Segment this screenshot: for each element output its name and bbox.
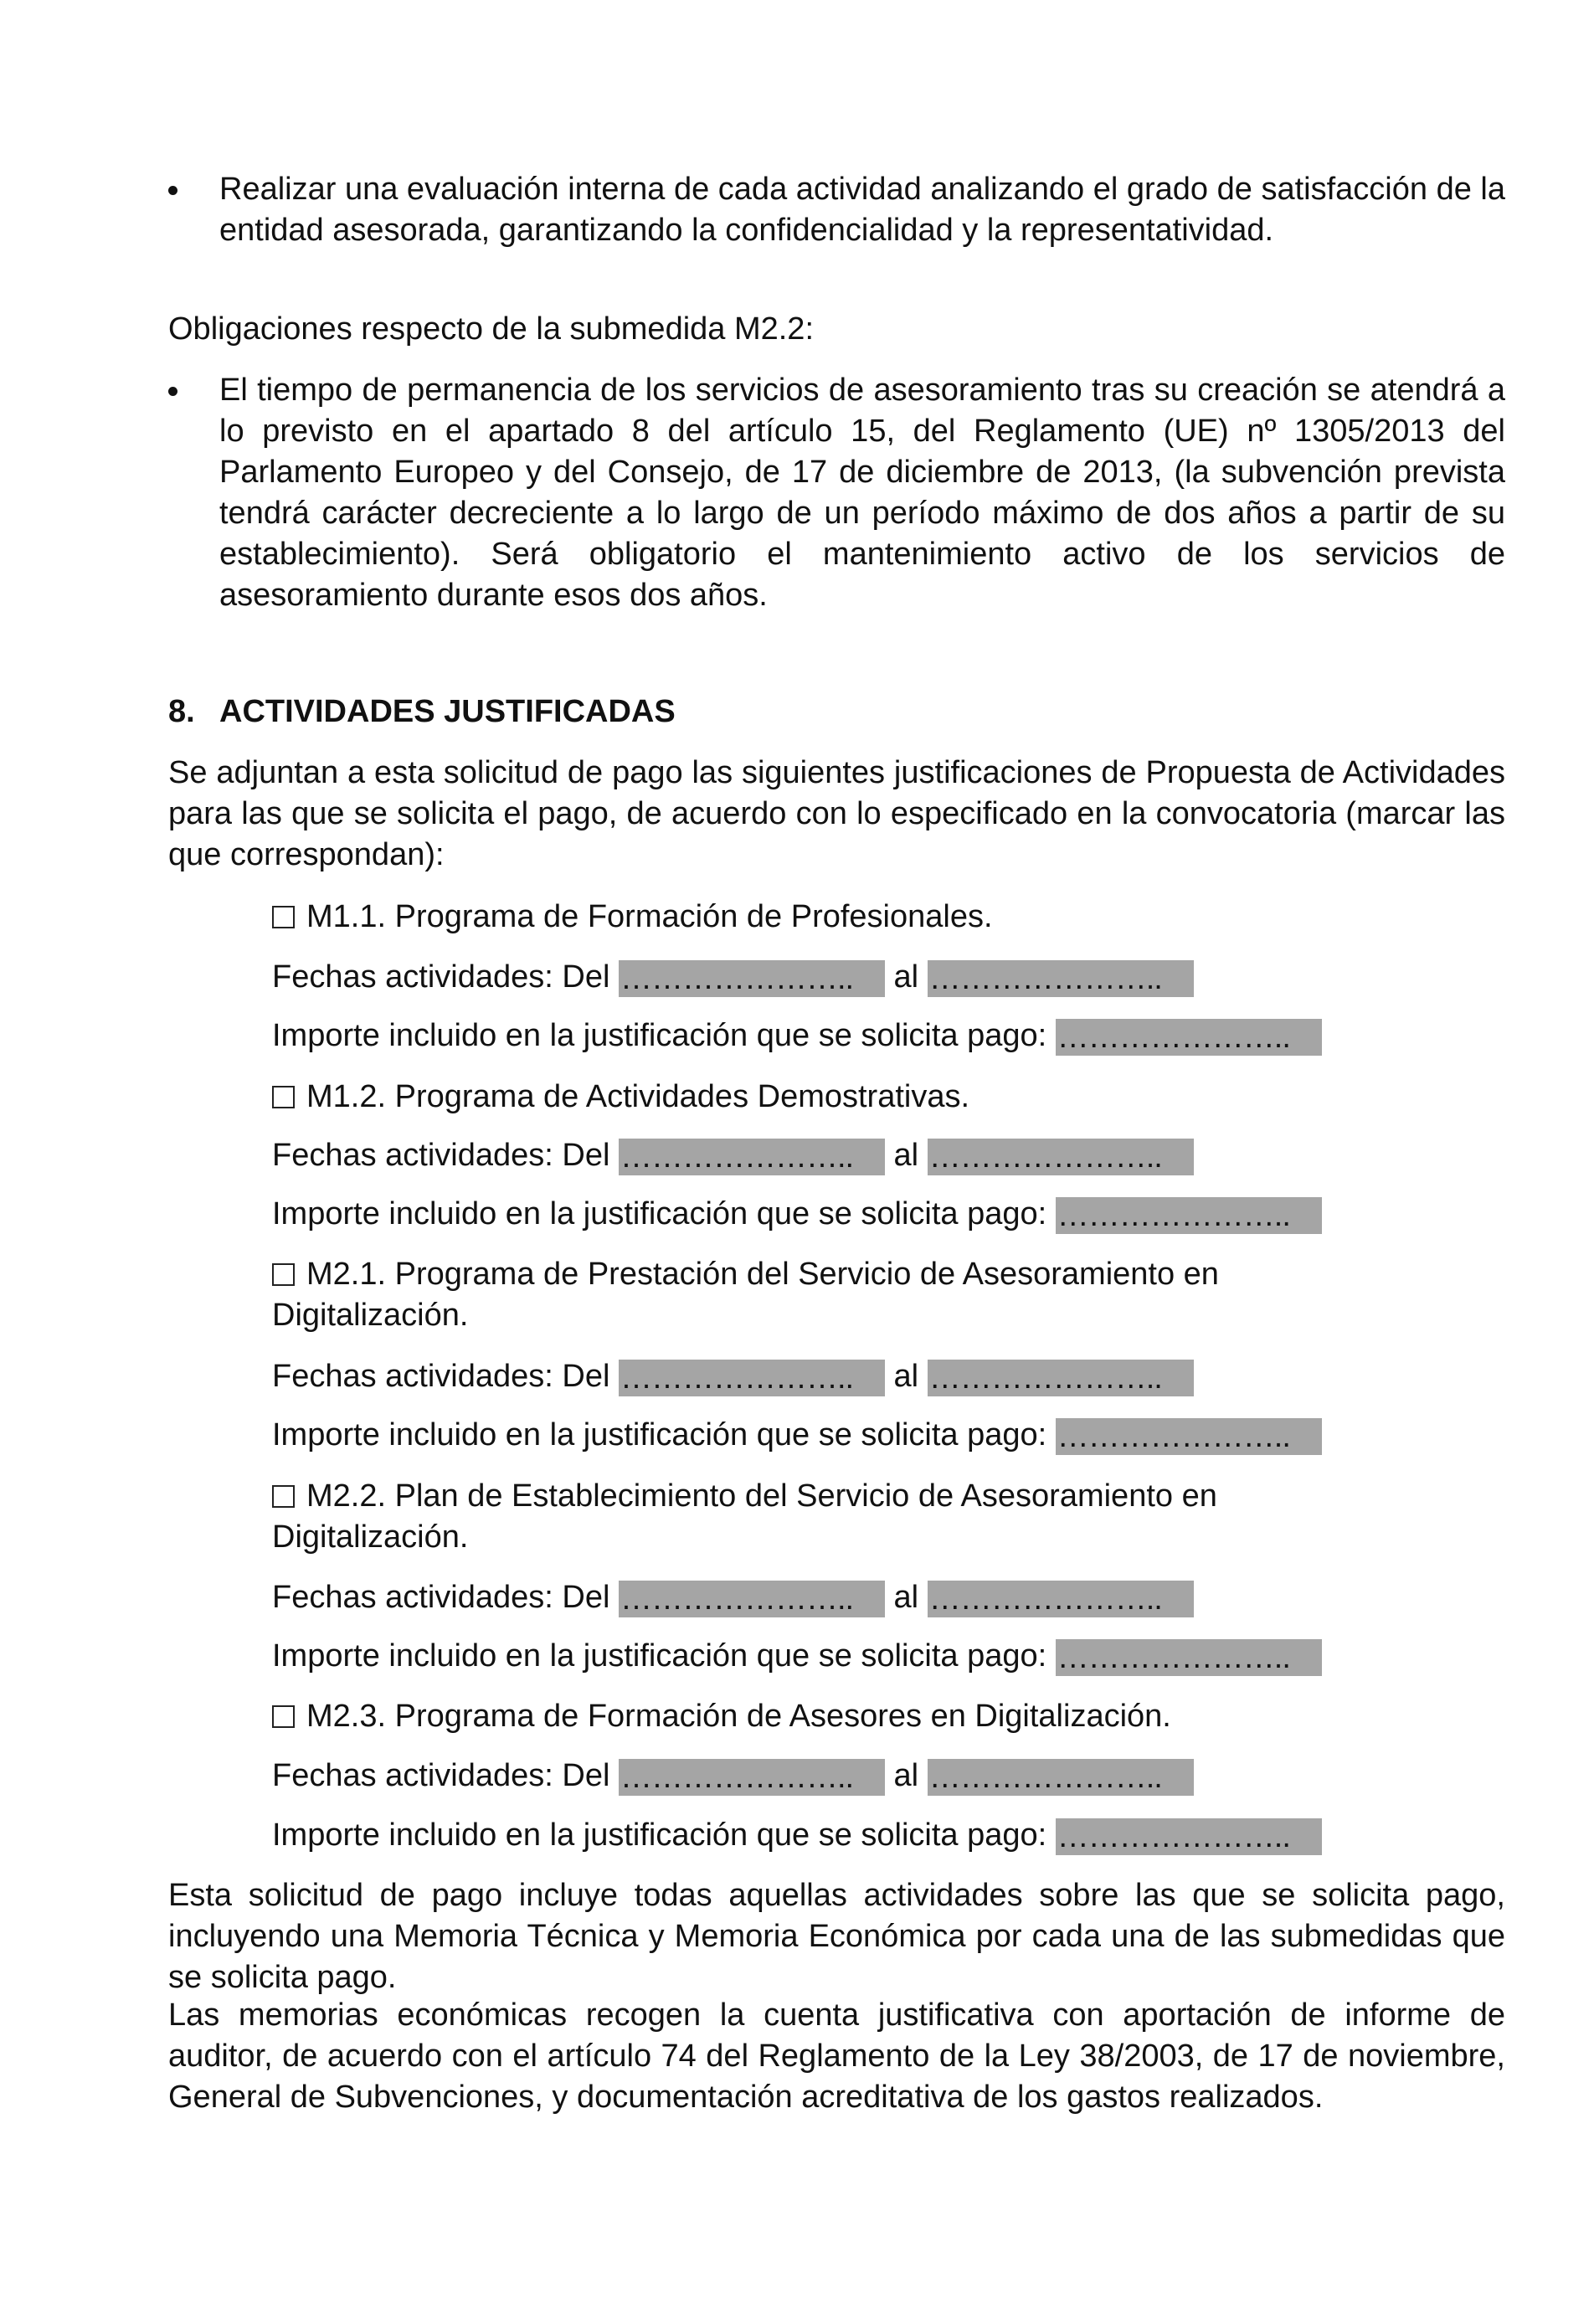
section-intro: Se adjuntan a esta solicitud de pago las siguientes justificaciones de Propuesta de Actividades para las que se solicita el pago, de acuerdo con lo especificado en la convocatoria (marcar las que correspondan): bbox=[168, 755, 1505, 872]
bullet-text: Realizar una evaluación interna de cada actividad analizando el grado de satisfacción de la entidad asesorada, garantizando la confidencialidad y la representatividad. bbox=[219, 172, 1505, 248]
fechas-label: Fechas actividades: Del bbox=[272, 1580, 610, 1615]
fecha-desde-field[interactable]: ………………….. bbox=[619, 1139, 885, 1175]
bullet-dot-icon bbox=[168, 387, 177, 396]
fechas-label: Fechas actividades: Del bbox=[272, 1758, 610, 1793]
fechas-row-m2-2 bbox=[272, 1577, 1194, 1618]
fechas-row-m1-1 bbox=[272, 957, 1194, 998]
program-option-m2-2[interactable] bbox=[272, 1476, 1360, 1558]
closing-paragraph-2: Las memorias económicas recogen la cuenta justificativa con aportación de informe de auditor, de acuerdo con el artículo 74 del Reglamento de la Ley 38/2003, de 17 de noviembre, General de Subvenciones, y documentación acreditativa de los gastos realizados. bbox=[168, 1998, 1505, 2115]
program-code: M2.1. bbox=[306, 1257, 387, 1292]
fecha-desde-field[interactable]: ………………….. bbox=[619, 1360, 885, 1396]
program-title: Plan de Establecimiento del Servicio de Asesoramiento en Digitalización. bbox=[272, 1478, 1217, 1555]
fechas-row-m1-2 bbox=[272, 1135, 1194, 1176]
section-title: ACTIVIDADES JUSTIFICADAS bbox=[219, 694, 676, 729]
fecha-hasta-field[interactable]: ………………….. bbox=[928, 1360, 1194, 1396]
fecha-desde-field[interactable]: ………………….. bbox=[619, 1759, 885, 1796]
program-option-m1-2[interactable] bbox=[272, 1077, 969, 1118]
importe-row-m2-2 bbox=[272, 1636, 1322, 1677]
closing-paragraph-1: Esta solicitud de pago incluye todas aquellas actividades sobre las que se solicita pago, incluyendo una Memoria Técnica y Memoria Económica por cada una de las submedidas que se solicita pago. bbox=[168, 1878, 1505, 1995]
bullet-item-permanencia bbox=[168, 370, 1505, 616]
program-option-m2-1[interactable] bbox=[272, 1254, 1360, 1336]
importe-row-m1-1 bbox=[272, 1015, 1322, 1057]
importe-row-m1-2 bbox=[272, 1194, 1322, 1235]
checkbox-icon[interactable] bbox=[272, 1086, 295, 1108]
section-number: 8. bbox=[168, 694, 195, 729]
importe-label: Importe incluido en la justificación que se solicita pago: bbox=[272, 1196, 1047, 1231]
section-heading bbox=[168, 692, 676, 733]
obligaciones-label: Obligaciones respecto de la submedida M2.2: bbox=[168, 311, 815, 347]
fecha-hasta-field[interactable]: ………………….. bbox=[928, 1759, 1194, 1796]
checkbox-icon[interactable] bbox=[272, 1485, 295, 1508]
program-title: Programa de Formación de Asesores en Digitalización. bbox=[394, 1699, 1171, 1734]
fecha-desde-field[interactable]: ………………….. bbox=[619, 1581, 885, 1617]
checkbox-icon[interactable] bbox=[272, 906, 295, 928]
program-title: Programa de Prestación del Servicio de Asesoramiento en Digitalización. bbox=[272, 1257, 1219, 1333]
importe-label: Importe incluido en la justificación que se solicita pago: bbox=[272, 1638, 1047, 1674]
importe-label: Importe incluido en la justificación que se solicita pago: bbox=[272, 1818, 1047, 1853]
checkbox-icon[interactable] bbox=[272, 1263, 295, 1286]
program-option-m2-3[interactable] bbox=[272, 1696, 1171, 1737]
al-label: al bbox=[893, 1758, 919, 1793]
fechas-row-m2-1 bbox=[272, 1356, 1194, 1397]
importe-field[interactable]: ………………….. bbox=[1056, 1639, 1322, 1676]
bullet-dot-icon bbox=[168, 186, 177, 195]
fecha-hasta-field[interactable]: ………………….. bbox=[928, 1139, 1194, 1175]
importe-label: Importe incluido en la justificación que se solicita pago: bbox=[272, 1417, 1047, 1452]
importe-field[interactable]: ………………….. bbox=[1056, 1818, 1322, 1855]
fechas-label: Fechas actividades: Del bbox=[272, 1359, 610, 1394]
program-title: Programa de Actividades Demostrativas. bbox=[394, 1079, 970, 1114]
program-code: M2.2. bbox=[306, 1478, 387, 1514]
program-title: Programa de Formación de Profesionales. bbox=[394, 899, 993, 934]
fecha-hasta-field[interactable]: ………………….. bbox=[928, 960, 1194, 997]
fechas-label: Fechas actividades: Del bbox=[272, 959, 610, 995]
importe-row-m2-3 bbox=[272, 1815, 1322, 1856]
program-code: M1.1. bbox=[306, 899, 387, 934]
importe-row-m2-1 bbox=[272, 1415, 1322, 1456]
checkbox-icon[interactable] bbox=[272, 1705, 295, 1728]
program-code: M1.2. bbox=[306, 1079, 387, 1114]
al-label: al bbox=[893, 1580, 919, 1615]
bullet-item-evaluacion bbox=[168, 169, 1505, 251]
importe-label: Importe incluido en la justificación que se solicita pago: bbox=[272, 1018, 1047, 1053]
program-code: M2.3. bbox=[306, 1699, 387, 1734]
program-option-m1-1[interactable] bbox=[272, 897, 993, 938]
fecha-desde-field[interactable]: ………………….. bbox=[619, 960, 885, 997]
al-label: al bbox=[893, 1138, 919, 1173]
importe-field[interactable]: ………………….. bbox=[1056, 1197, 1322, 1234]
al-label: al bbox=[893, 1359, 919, 1394]
importe-field[interactable]: ………………….. bbox=[1056, 1019, 1322, 1056]
fechas-row-m2-3 bbox=[272, 1756, 1194, 1797]
fecha-hasta-field[interactable]: ………………….. bbox=[928, 1581, 1194, 1617]
al-label: al bbox=[893, 959, 919, 995]
fechas-label: Fechas actividades: Del bbox=[272, 1138, 610, 1173]
bullet-text: El tiempo de permanencia de los servicios de asesoramiento tras su creación se atendrá a lo previsto en el apartado 8 del artículo 15, del Reglamento (UE) nº 1305/2013 del Parlamento Europeo y del Consejo, de 17 de diciembre de 2013, (la subvención prevista tendrá carácter decreciente a lo largo de un período máximo de dos años a partir de su establecimiento). Será obligatorio el mantenimiento activo de los servicios de asesoramiento durante esos dos años. bbox=[219, 373, 1505, 613]
importe-field[interactable]: ………………….. bbox=[1056, 1418, 1322, 1455]
